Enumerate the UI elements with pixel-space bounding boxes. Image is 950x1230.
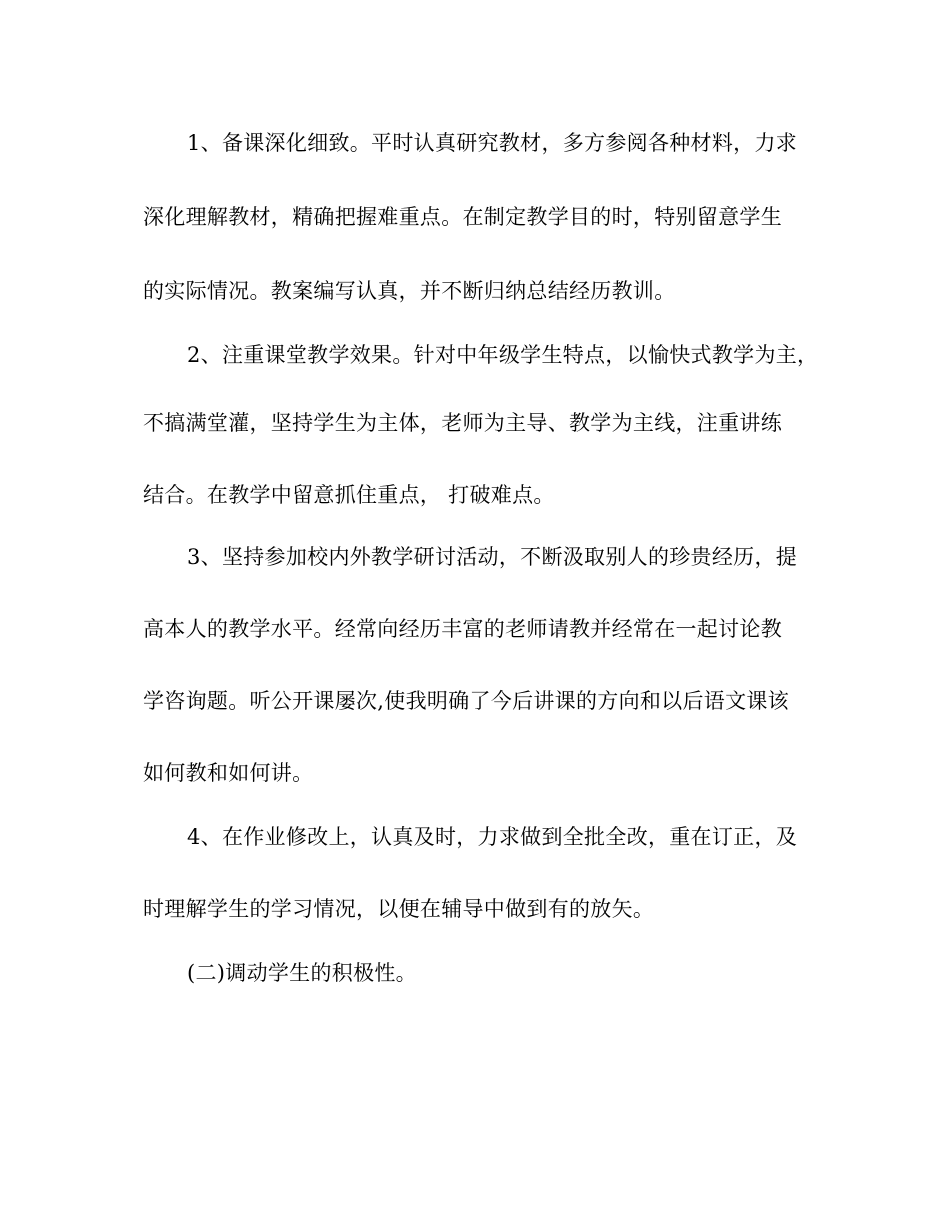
paragraph-2-line-2: 不搞满堂灌，坚持学生为主体，老师为主导、教学为主线，注重讲练 <box>143 411 782 435</box>
paragraph-2-line-3: 结合。在教学中留意抓住重点， 打破难点。 <box>143 483 555 507</box>
paragraph-2-line-1: 2、注重课堂教学效果。针对中年级学生特点，以愉快式教学为主， <box>187 343 819 367</box>
paragraph-4-line-2: 时理解学生的学习情况，以便在辅导中做到有的放矢。 <box>143 897 655 921</box>
section-heading: (二)调动学生的积极性。 <box>187 961 417 985</box>
paragraph-3-line-4: 如何教和如何讲。 <box>143 761 314 785</box>
paragraph-1-line-3: 的实际情况。教案编写认真，并不断归纳总结经历教训。 <box>143 279 676 303</box>
paragraph-3-line-1: 3、坚持参加校内外教学研讨活动，不断汲取别人的珍贵经历，提 <box>187 545 798 569</box>
paragraph-4-line-1: 4、在作业修改上，认真及时，力求做到全批全改，重在订正，及 <box>187 825 798 849</box>
paragraph-1-line-1: 1、备课深化细致。平时认真研究教材，多方参阅各种材料，力求 <box>187 131 798 155</box>
paragraph-3-line-3: 学咨询题。听公开课屡次,使我明确了今后讲课的方向和以后语文课该 <box>143 689 789 713</box>
paragraph-3-line-2: 高本人的教学水平。经常向经历丰富的老师请教并经常在一起讨论教 <box>143 617 782 641</box>
paragraph-1-line-2: 深化理解教材，精确把握难重点。在制定教学目的时，特别留意学生 <box>143 205 782 229</box>
